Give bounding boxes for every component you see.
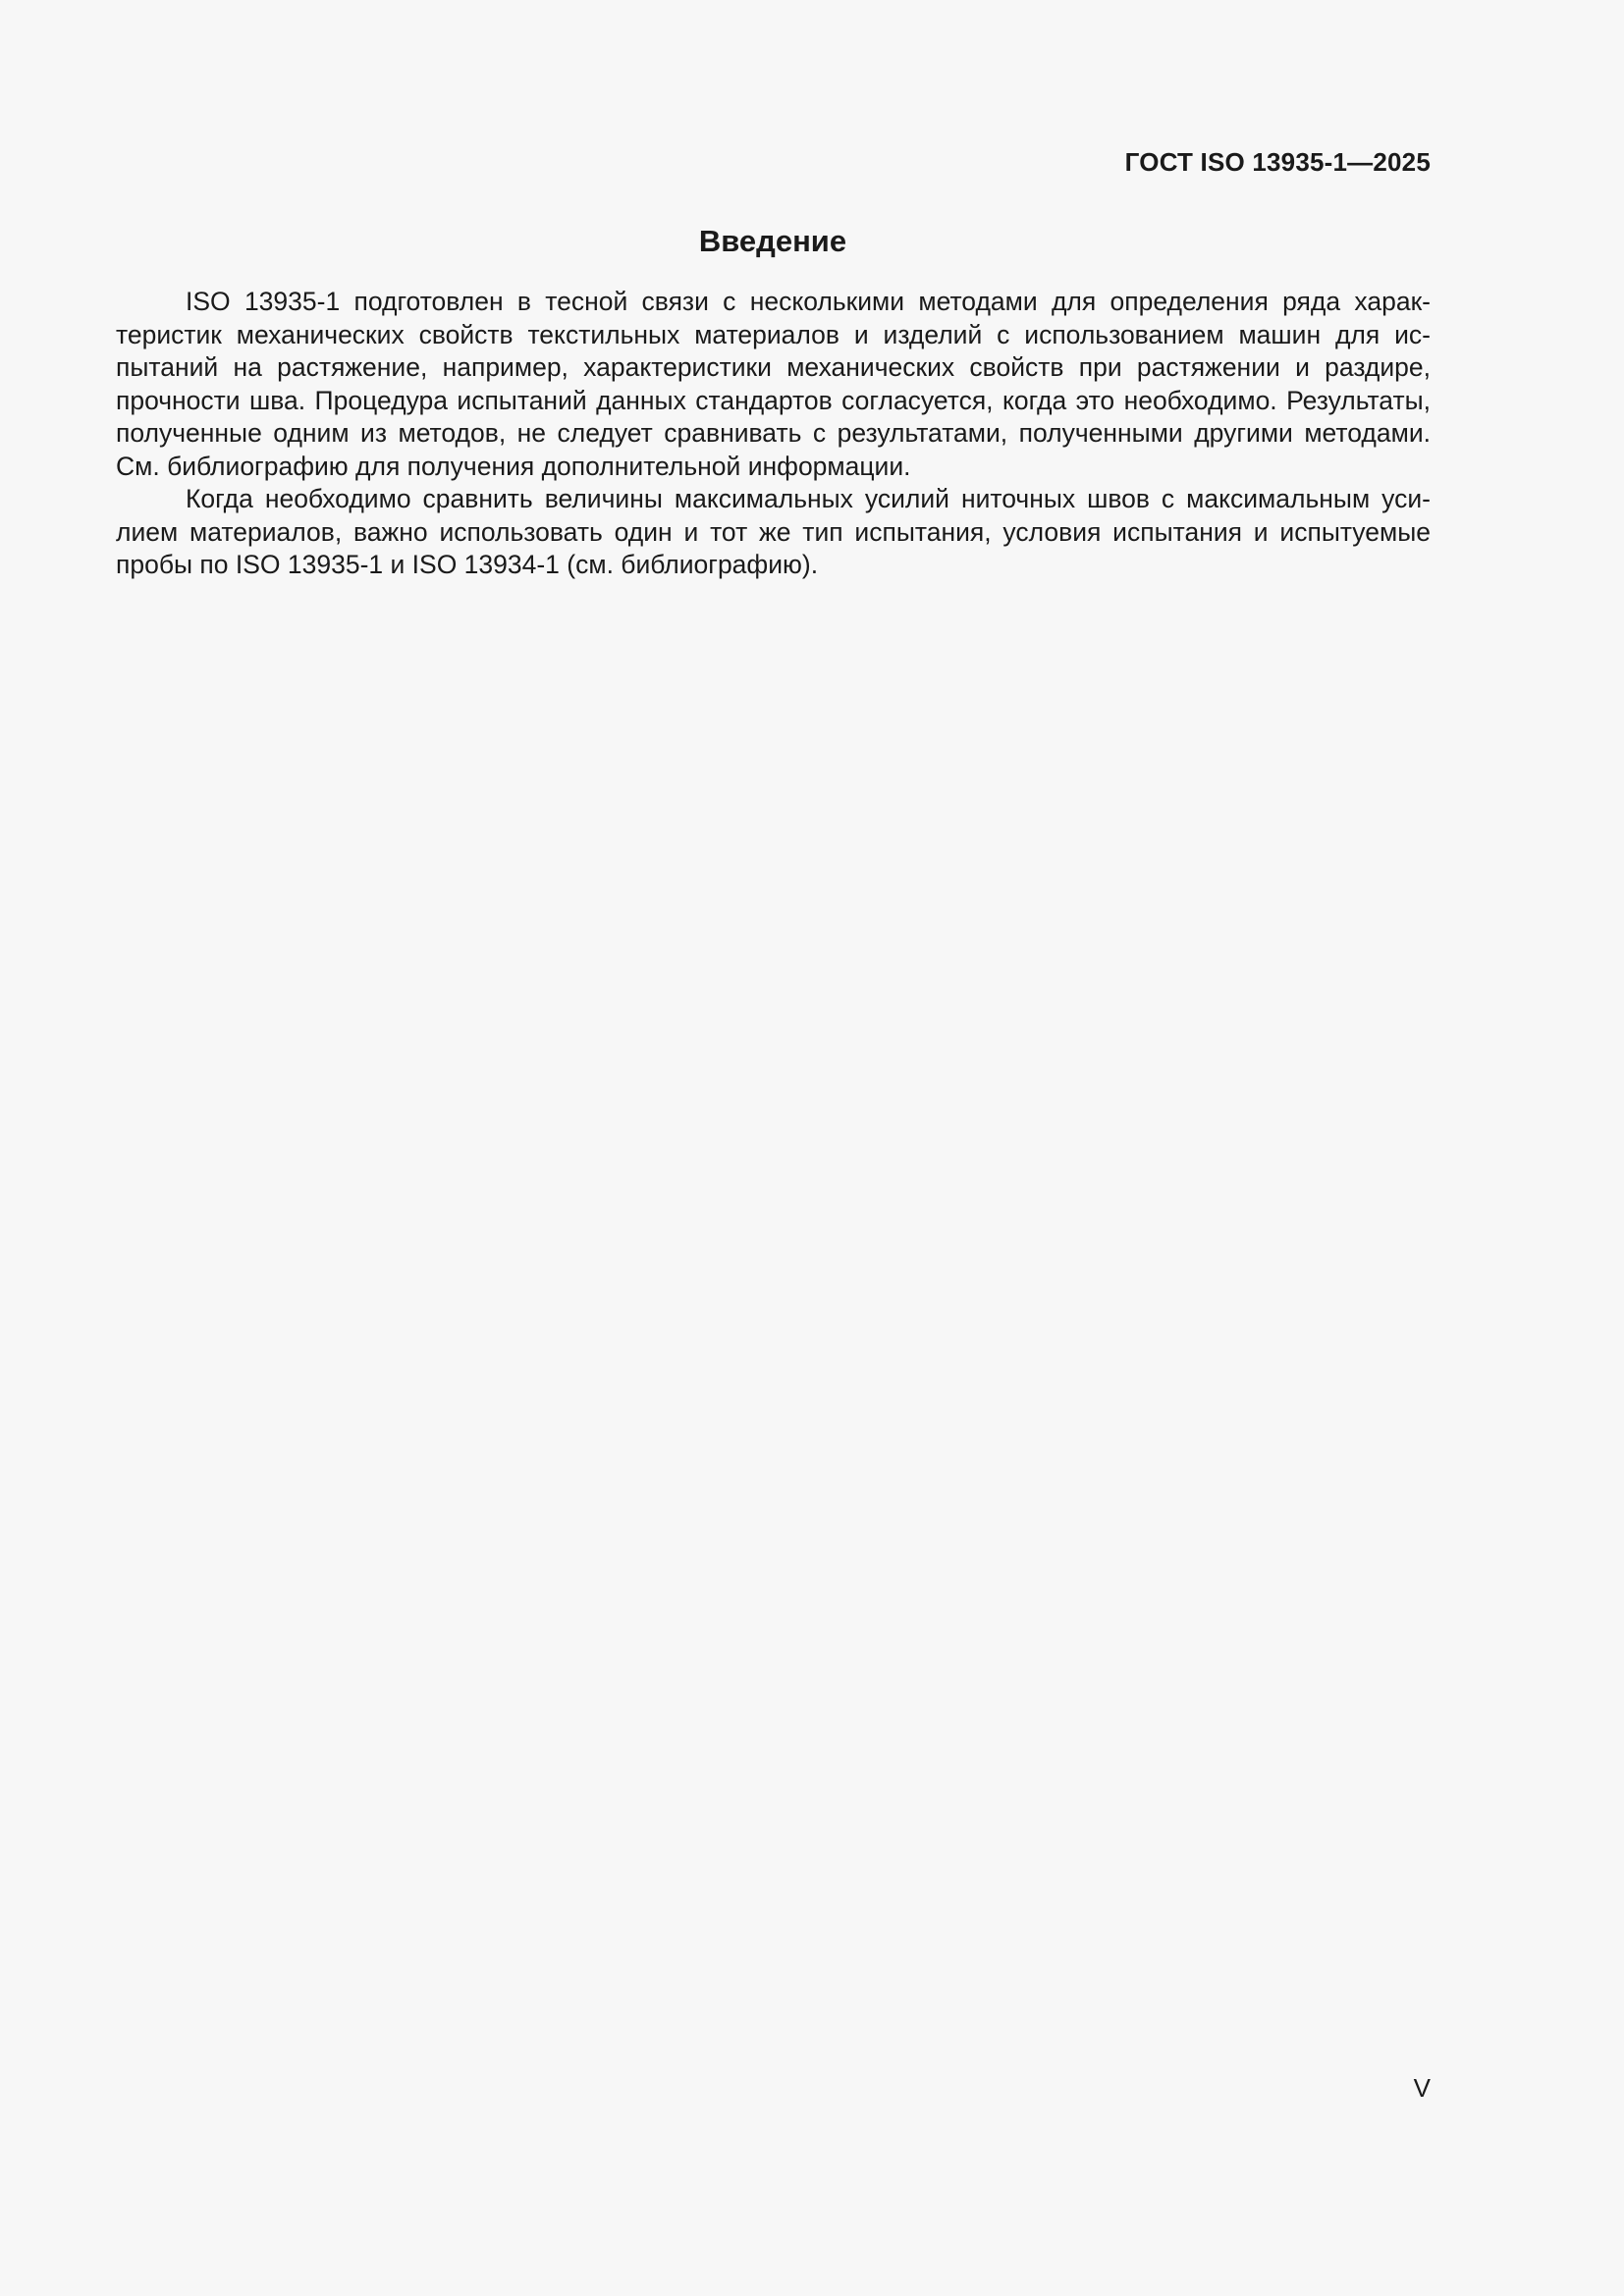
document-header: ГОСТ ISO 13935-1—2025 [1124, 147, 1431, 177]
page-number: V [1413, 2073, 1431, 2103]
introduction-body [116, 286, 1431, 582]
paragraph: ISO 13935-1 подготовлен в тесной связи с несколькими методами для определения ряда характеристик механических свойств текстильных материалов и изделий с использованием машин для испытаний на растяжение, например, характеристики механических свойств при растяжении и раздире, прочности шва. Процедура испытаний данных стандартов согласуется, когда это необходимо. Результаты, полученные одним из методов, не следует сравнивать с результатами, полученными другими методами. См. библиографию для получения дополнительной информации. [116, 287, 1431, 481]
paragraph: Когда необходимо сравнить величины максимальных усилий ниточных швов с максимальным усилием материалов, важно использовать один и тот же тип испытания, условия испытания и испытуемые пробы по ISO 13935-1 и ISO 13934-1 (см. библиографию). [116, 484, 1431, 579]
section-title: Введение [698, 224, 847, 258]
